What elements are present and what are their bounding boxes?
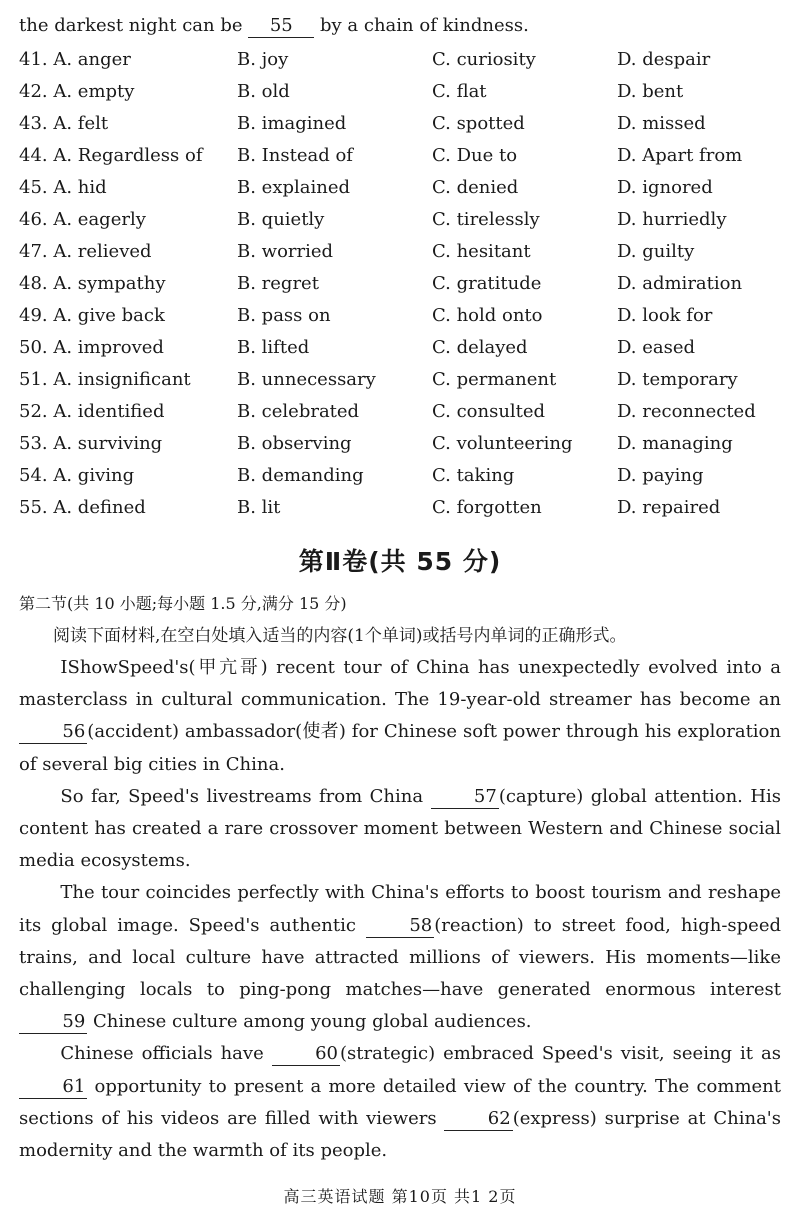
passage-text: (express) surprise at China's modernity and the warmth of its people. (19, 1107, 781, 1162)
question-row (19, 172, 781, 204)
option-b: B. demanding (237, 465, 364, 486)
question-row (19, 332, 781, 364)
option-d: D. look for (617, 305, 713, 326)
section-sub-heading: 第二节(共 10 小题;每小题 1.5 分,满分 15 分) (19, 594, 347, 613)
option-d: D. despair (617, 49, 711, 70)
option-b: B. unnecessary (237, 369, 376, 390)
blank-57: 57 (431, 786, 499, 809)
exam-page (19, 12, 781, 1167)
option-b: B. pass on (237, 305, 331, 326)
page-footer: 高三英语试题 第10页 共1 2页 (283, 1187, 517, 1206)
question-row (19, 76, 781, 108)
question-row (19, 108, 781, 140)
option-a: 53. A. surviving (19, 433, 163, 454)
passage-text: Chinese culture among young global audiences. (87, 1011, 532, 1033)
question-row (19, 140, 781, 172)
option-d: D. managing (617, 433, 733, 454)
blank-55: 55 (248, 15, 314, 38)
option-a: 52. A. identified (19, 401, 165, 422)
option-b: B. imagined (237, 113, 347, 134)
intro-text-before: the darkest night can be (19, 15, 243, 36)
intro-text-after: by a chain of kindness. (320, 15, 529, 36)
option-c: C. gratitude (432, 273, 542, 294)
option-b: B. observing (237, 433, 352, 454)
option-b: B. lit (237, 497, 281, 518)
question-row (19, 396, 781, 428)
blank-60: 60 (272, 1043, 340, 1066)
option-c: C. permanent (432, 369, 557, 390)
blank-61: 61 (19, 1076, 87, 1099)
passage-text: So far, Speed's livestreams from China (60, 785, 431, 807)
question-row (19, 268, 781, 300)
question-row (19, 44, 781, 76)
option-c: C. hesitant (432, 241, 531, 262)
option-c: C. taking (432, 465, 515, 486)
passage-text: (strategic) embraced Speed's visit, seeing it as (340, 1043, 781, 1065)
question-row (19, 428, 781, 460)
passage-paragraph-1 (19, 652, 781, 781)
question-row (19, 492, 781, 524)
option-b: B. explained (237, 177, 351, 198)
option-a: 46. A. eagerly (19, 209, 146, 230)
option-a: 41. A. anger (19, 49, 131, 70)
option-c: C. Due to (432, 145, 518, 166)
option-c: C. curiosity (432, 49, 536, 70)
option-b: B. celebrated (237, 401, 360, 422)
option-b: B. regret (237, 273, 319, 294)
question-row (19, 300, 781, 332)
option-c: C. delayed (432, 337, 528, 358)
option-a: 51. A. insignificant (19, 369, 191, 390)
passage-paragraph-2 (19, 781, 781, 878)
passage-text: The tour coincides perfectly with China's efforts to boost tourism and reshape its global image. Speed's authentic (19, 882, 781, 936)
option-c: C. volunteering (432, 433, 573, 454)
option-d: D. eased (617, 337, 696, 358)
option-b: B. worried (237, 241, 334, 262)
passage-paragraph-3 (19, 877, 781, 1038)
option-b: B. old (237, 81, 290, 102)
question-row (19, 204, 781, 236)
option-c: C. consulted (432, 401, 546, 422)
option-d: D. temporary (617, 369, 738, 390)
option-a: 48. A. sympathy (19, 273, 166, 294)
option-d: D. Apart from (617, 145, 743, 166)
blank-62: 62 (444, 1108, 512, 1131)
option-b: B. quietly (237, 209, 325, 230)
passage-text: (capture) global attention. His content has created a rare crossover moment between Western and Chinese social media ecosystems. (19, 785, 782, 872)
passage-text: IShowSpeed's(甲亢哥) recent tour of China has unexpectedly evolved into a masterclass in cultural communication. The 19-year-old streamer has become an (19, 657, 781, 711)
passage-text: opportunity to present a more detailed view of the country. The comment sections of his videos are filled with viewers (19, 1075, 781, 1129)
option-a: 54. A. giving (19, 465, 135, 486)
passage-paragraph-4 (19, 1038, 781, 1167)
option-d: D. bent (617, 81, 684, 102)
option-c: C. spotted (432, 113, 525, 134)
passage (19, 652, 781, 1167)
option-c: C. tirelessly (432, 209, 540, 230)
option-a: 44. A. Regardless of (19, 145, 203, 166)
options-table (19, 44, 781, 524)
blank-58: 58 (366, 915, 434, 938)
option-c: C. forgotten (432, 497, 542, 518)
option-b: B. joy (237, 49, 289, 70)
option-d: D. ignored (617, 177, 713, 198)
blank-56: 56 (19, 721, 87, 744)
option-a: 43. A. felt (19, 113, 109, 134)
intro-line (19, 12, 781, 44)
option-c: C. hold onto (432, 305, 543, 326)
passage-text: Chinese officials have (60, 1043, 272, 1065)
question-row (19, 236, 781, 268)
option-a: 49. A. give back (19, 305, 165, 326)
option-d: D. admiration (617, 273, 743, 294)
blank-59: 59 (19, 1011, 87, 1034)
option-d: D. guilty (617, 241, 695, 262)
option-d: D. hurriedly (617, 209, 727, 230)
option-a: 42. A. empty (19, 81, 135, 102)
option-a: 55. A. defined (19, 497, 146, 518)
option-b: B. Instead of (237, 145, 353, 166)
instruction-text: 阅读下面材料,在空白处填入适当的内容(1个单词)或括号内单词的正确形式。 (53, 626, 627, 646)
option-a: 47. A. relieved (19, 241, 152, 262)
section-title: 第Ⅱ卷(共 55 分) (298, 547, 502, 576)
passage-text: (reaction) to street food, high-speed trains, and local culture have attracted millions of viewers. His moments—like challenging locals to ping-pong matches—have generated enormous interest (19, 914, 781, 1001)
question-row (19, 460, 781, 492)
option-d: D. missed (617, 113, 706, 134)
option-b: B. lifted (237, 337, 310, 358)
option-d: D. paying (617, 465, 704, 486)
option-a: 50. A. improved (19, 337, 164, 358)
passage-text: (accident) ambassador(使者) for Chinese soft power through his exploration of several big cities in China. (19, 721, 781, 775)
option-a: 45. A. hid (19, 177, 107, 198)
question-row (19, 364, 781, 396)
option-c: C. denied (432, 177, 519, 198)
option-d: D. repaired (617, 497, 721, 518)
option-d: D. reconnected (617, 401, 756, 422)
option-c: C. flat (432, 81, 487, 102)
